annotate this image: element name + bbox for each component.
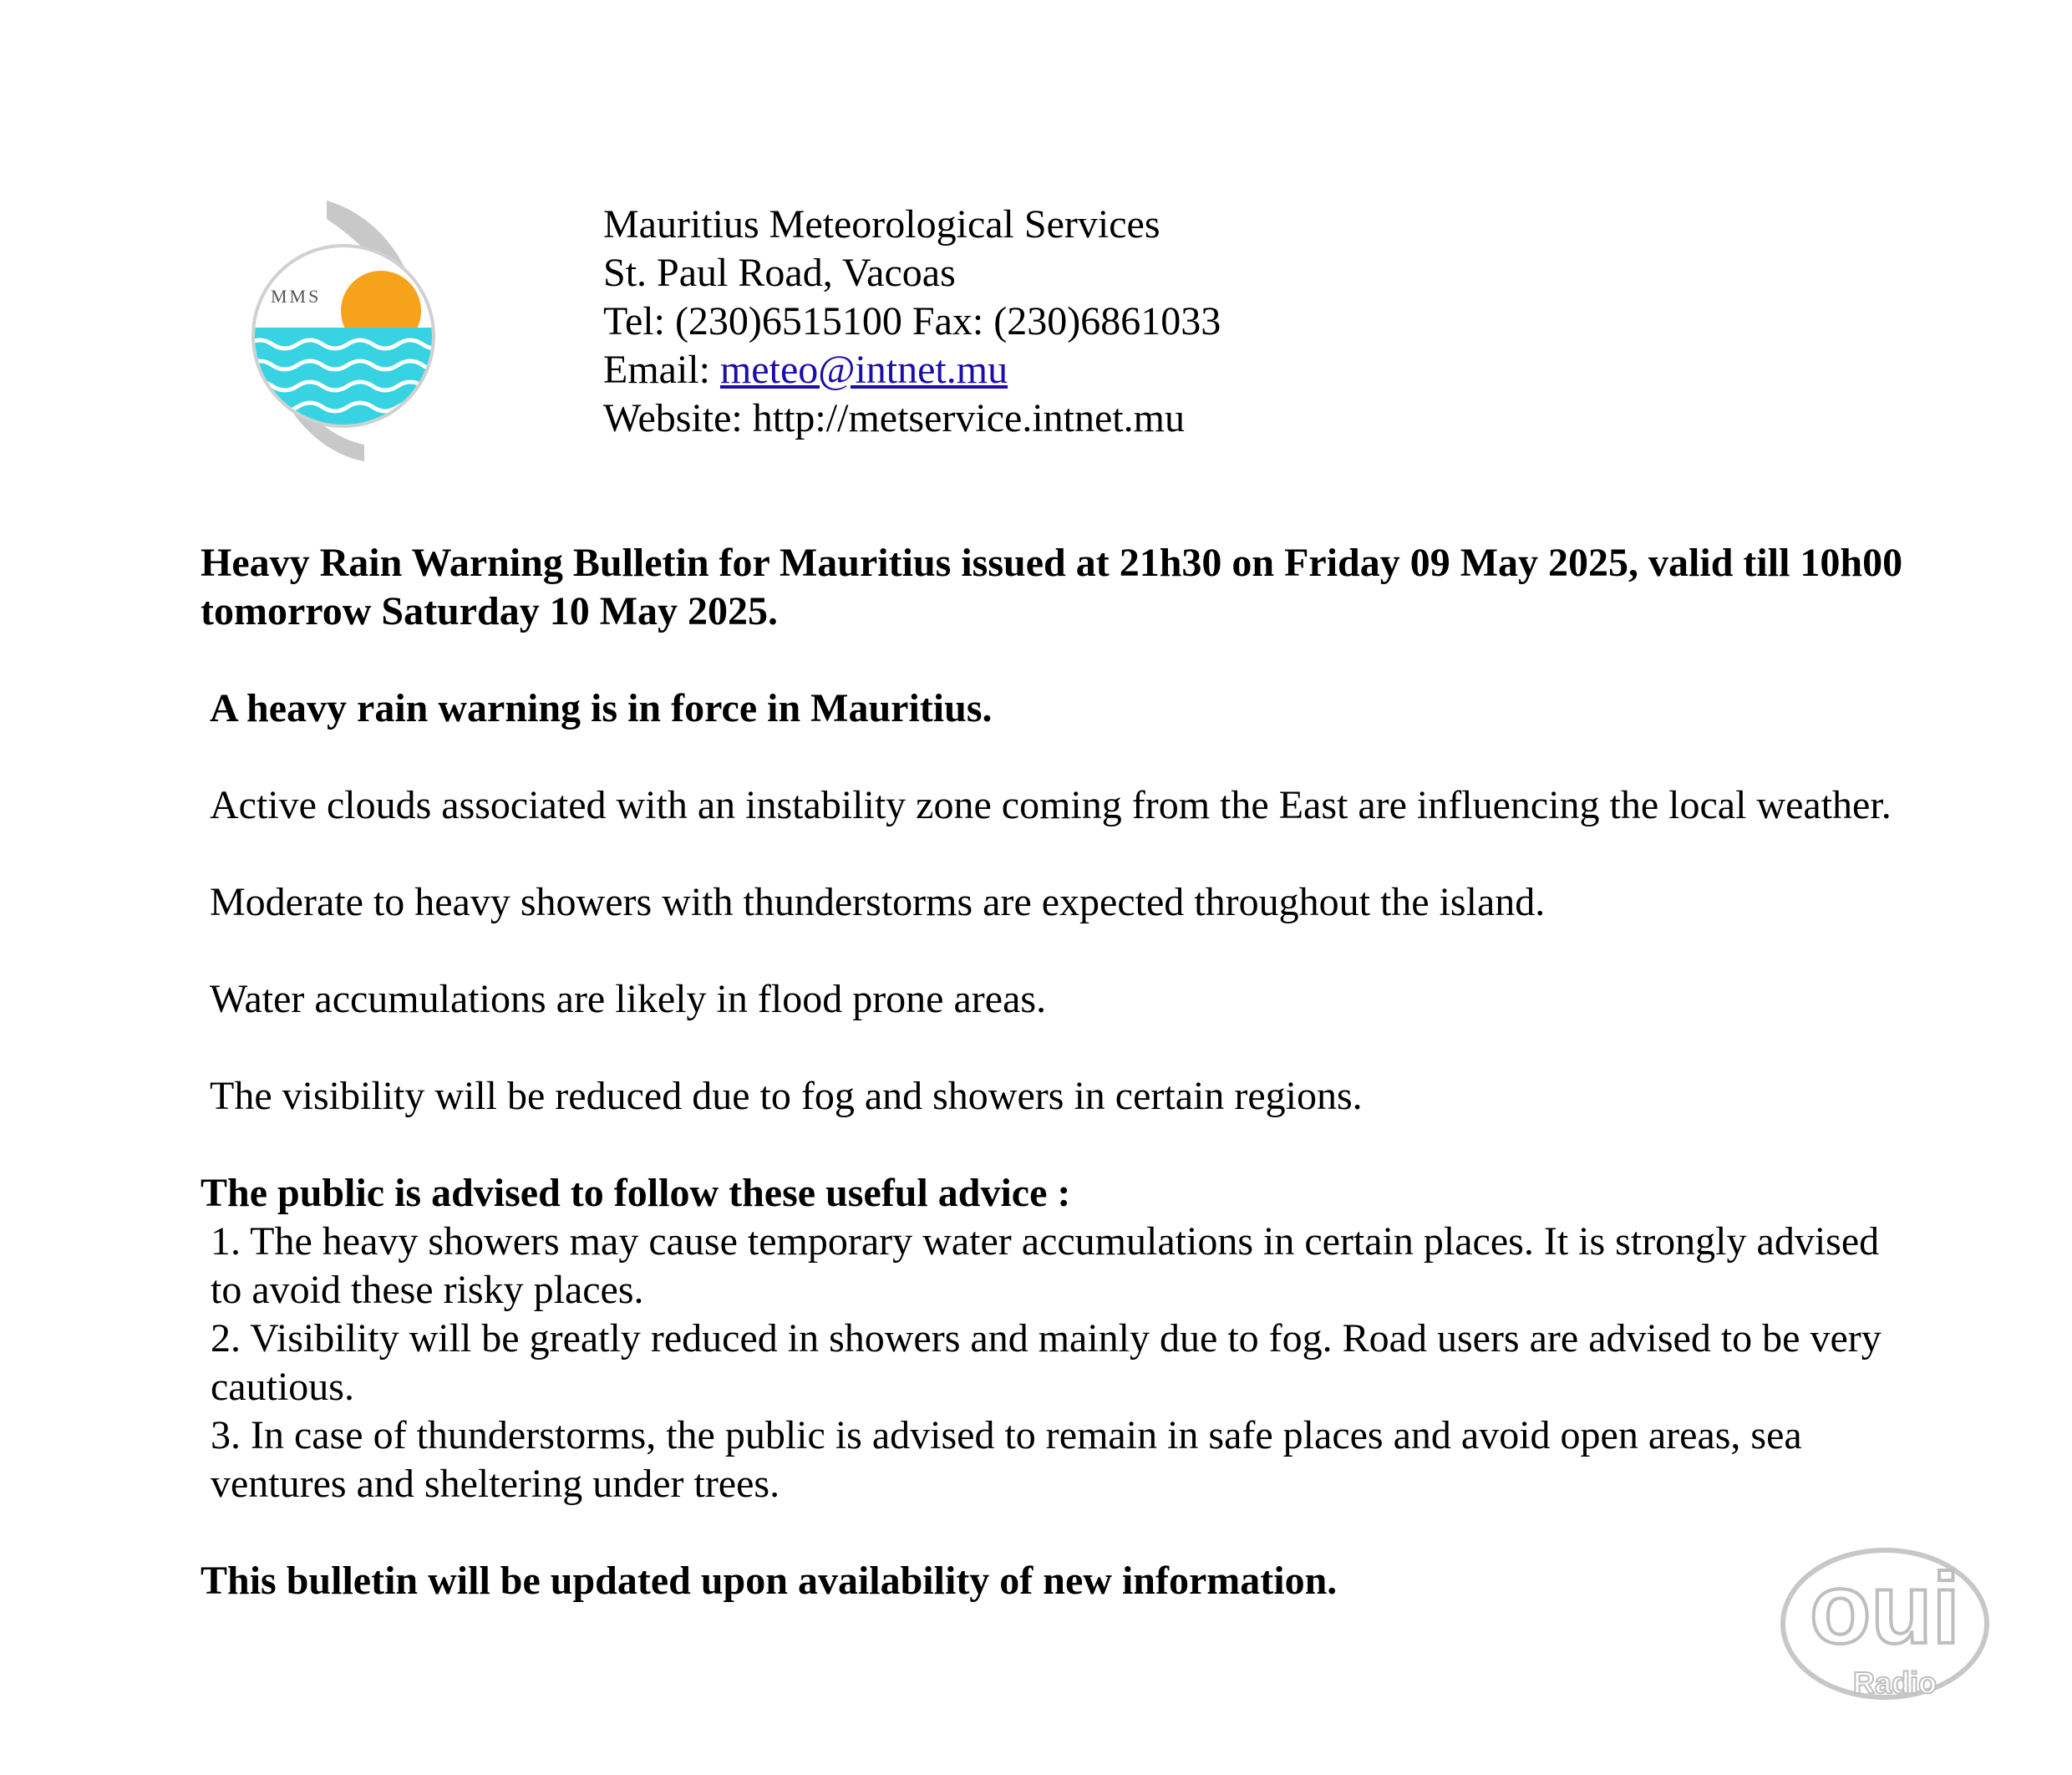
email-link[interactable]: meteo@intnet.mu: [719, 348, 1008, 392]
bulletin-footer: This bulletin will be updated upon availability of new information.: [201, 1559, 1338, 1603]
advice-item: 2. Visibility will be greatly reduced in showers and mainly due to fog. Road users are advised to be very cautious.: [211, 1316, 1882, 1409]
org-name: Mauritius Meteorological Services: [603, 202, 1160, 247]
paragraph-showers: Moderate to heavy showers with thunderstorms are expected throughout the island.: [210, 880, 1546, 924]
paragraph-clouds-text: Active clouds associated with an instability zone coming from the East are influencing the local weather.: [210, 783, 1892, 827]
email-label: Email:: [603, 348, 720, 392]
email-line: [603, 346, 1221, 394]
watermark-sub: Radio: [1852, 1666, 1937, 1700]
oui-radio-watermark: [1778, 1536, 1993, 1710]
tel-fax: Tel: (230)6515100 Fax: (230)6861033: [603, 299, 1221, 343]
paragraph-visibility: The visibility will be reduced due to fog and showers in certain regions.: [210, 1074, 1363, 1118]
paragraph-water: Water accumulations are likely in flood prone areas.: [210, 977, 1047, 1021]
address: St. Paul Road, Vacoas: [603, 251, 956, 295]
mms-logo: [247, 194, 448, 470]
warning-statement: A heavy rain warning is in force in Mauritius.: [210, 686, 993, 730]
advice-heading: The public is advised to follow these useful advice :: [201, 1171, 1071, 1215]
bulletin-body: [201, 539, 1905, 1605]
advice-list: [201, 1218, 1905, 1508]
letterhead: [603, 201, 1221, 443]
logo-text: MMS: [271, 286, 322, 307]
bulletin-title: Heavy Rain Warning Bulletin for Mauritius issued at 21h30 on Friday 09 May 2025, valid till 10h00 tomorrow Saturday 10 May 2025.: [201, 541, 1903, 633]
watermark-main: oui: [1810, 1553, 1960, 1665]
paragraph-clouds: [201, 781, 1905, 830]
advice-item: 3. In case of thunderstorms, the public is advised to remain in safe places and avoid open areas, sea ventures and sheltering under trees.: [211, 1413, 1802, 1506]
website: Website: http://metservice.intnet.mu: [603, 396, 1185, 440]
advice-item: 1. The heavy showers may cause temporary water accumulations in certain places. It is strongly advised to avoid these risky places.: [211, 1219, 1880, 1312]
